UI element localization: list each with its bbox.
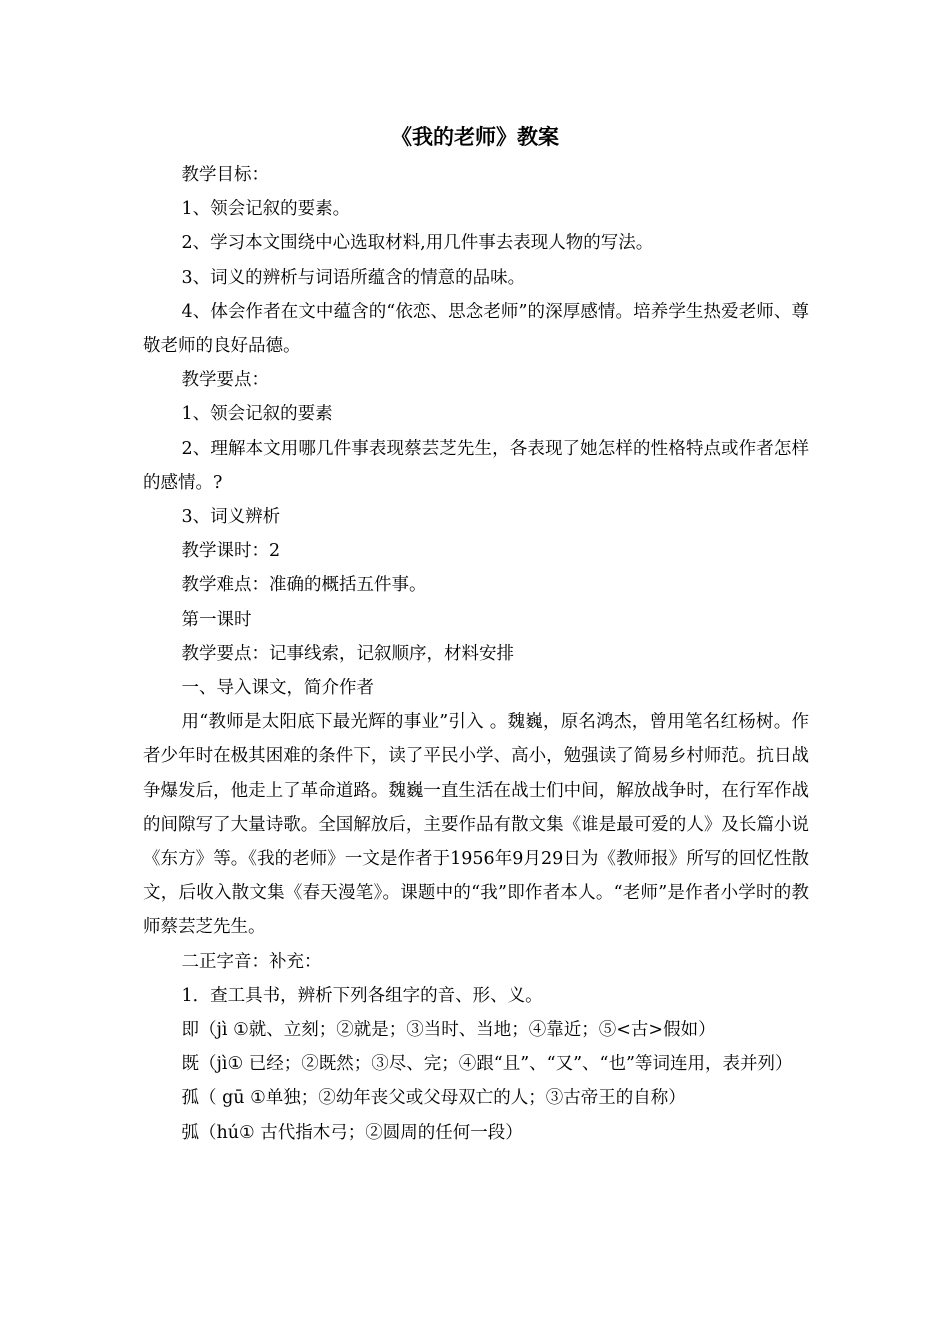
paragraph-goal-3: 3、词义的辨析与词语所蕴含的情意的品味。 — [181, 267, 526, 288]
paragraph-lesson-keypoints: 教学要点：记事线索，记叙顺序，材料安排 — [181, 643, 514, 664]
paragraph-keypoints-heading: 教学要点： — [181, 370, 269, 391]
paragraph-class-hours: 教学课时：2 — [181, 541, 281, 562]
paragraph-word-ji-2: 既（jì① 已经；②既然；③尽、完；④跟“且”、“又”、“也”等词连用，表并列） — [181, 1054, 793, 1075]
paragraph-keypoint-1: 1、领会记叙的要素 — [181, 404, 333, 425]
paragraph-word-ji-1: 即（jì ①就、立刻；②就是；③当时、当地；④靠近；⑤<古>假如） — [181, 1020, 716, 1041]
paragraph-keypoint-3: 3、词义辨析 — [181, 507, 281, 528]
paragraph-author-intro: 用“教师是太阳底下最光辉的事业”引入 。魏巍，原名鸿杰，曾用笔名红杨树。作者少年时在极其困难的条件下，读了平民小学、高小，勉强读了简易乡村师范。抗日战争爆发后，他走上了革命道路。魏巍一直生活在战士们中间，解放战争时，在行军作战的间隙写了大量诗歌。全国解放后，主要作品有散文集《谁是最可爱的人》及长篇小说《东方》等。《我的老师》一文是作者于1956年9月29日为《教师报》所写的回忆性散文，后收入散文集《春天漫笔》。课题中的“我”即作者本人。“老师”是作者小学时的教师蔡芸芝先生。 — [143, 712, 809, 938]
document-body — [143, 158, 809, 1150]
document-title: 《我的老师》教案 — [391, 125, 559, 149]
paragraph-section-2-heading: 二正字音：补充： — [181, 951, 322, 972]
paragraph-word-hu: 弧（hú① 古代指木弓；②圆周的任何一段） — [181, 1122, 523, 1143]
paragraph-goals-heading: 教学目标： — [181, 165, 269, 185]
paragraph-difficulty: 教学难点：准确的概括五件事。 — [181, 575, 427, 596]
paragraph-goal-4: 4、体会作者在文中蕴含的“依恋、思念老师”的深厚感情。培养学生热爱老师、尊敬老师的良好品德。 — [143, 301, 809, 357]
paragraph-word-gu: 孤（ gū ①单独；②幼年丧父或父母双亡的人；③古帝王的自称） — [181, 1088, 686, 1109]
paragraph-exercise-1: 1．查工具书，辨析下列各组字的音、形、义。 — [181, 985, 543, 1006]
paragraph-section-1-heading: 一、导入课文，简介作者 — [181, 678, 374, 699]
paragraph-keypoint-2: 2、理解本文用哪几件事表现蔡芸芝先生，各表现了她怎样的性格特点或作者怎样的感情。? — [143, 438, 809, 493]
paragraph-goal-1: 1、领会记叙的要素。 — [181, 199, 351, 220]
paragraph-goal-2: 2、学习本文围绕中心选取材料,用几件事去表现人物的写法。 — [181, 233, 654, 254]
paragraph-first-lesson: 第一课时 — [181, 609, 252, 630]
